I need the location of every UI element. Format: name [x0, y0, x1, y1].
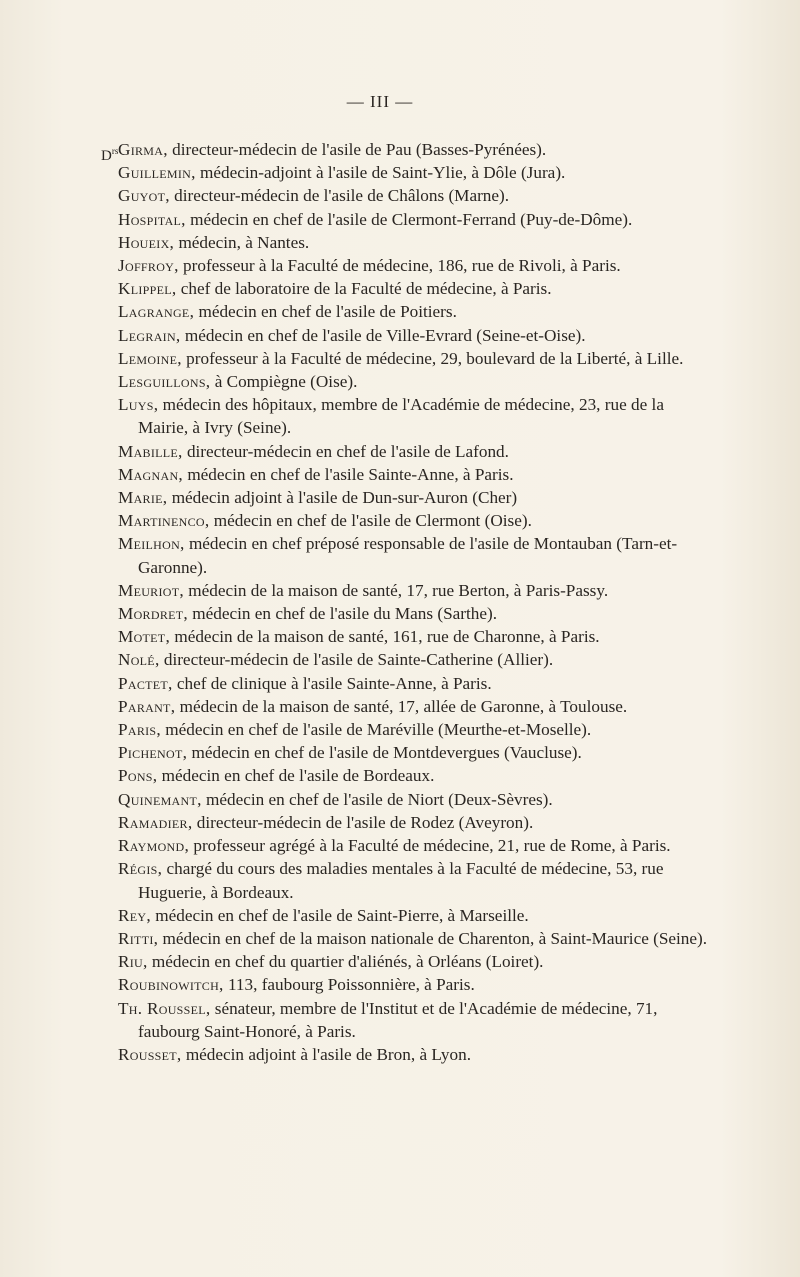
member-description: médecin, à Nantes. [174, 232, 310, 252]
member-name: Luys, [118, 395, 159, 415]
member-entry [118, 764, 718, 787]
member-description: professeur à la Faculté de médecine, 186, rue de Rivoli, à Paris. [178, 256, 621, 276]
member-description: directeur-médecin en chef de l'asile de Lafond. [182, 441, 509, 461]
member-entry [118, 788, 718, 811]
page-number: — III — [346, 92, 414, 111]
member-entry [118, 602, 718, 625]
member-description: médecin des hôpitaux, membre de l'Académie de médecine, 23, rue de la Mairie, à Ivry (Seine). [138, 395, 664, 438]
member-name: Régis, [118, 859, 163, 879]
member-entry [118, 1043, 718, 1066]
member-description: professeur à la Faculté de médecine, 29, boulevard de la Liberté, à Lille. [181, 348, 684, 368]
member-name: Rousset, [118, 1044, 182, 1064]
member-name: Pactet, [118, 673, 173, 693]
member-name: Hospital, [118, 209, 186, 229]
member-description: médecin en chef de l'asile de Clermont-Ferrand (Puy-de-Dôme). [185, 209, 633, 229]
member-name: Lagrange, [118, 302, 195, 322]
member-entry [118, 997, 718, 1043]
member-description: médecin en chef du quartier d'aliénés, à Orléans (Loiret). [147, 952, 544, 972]
member-name: Lemoine, [118, 348, 182, 368]
member-description: médecin en chef de la maison nationale de Charenton, à Saint-Maurice (Seine). [158, 928, 708, 948]
member-entry [118, 486, 718, 509]
member-description: médecin adjoint à l'asile de Bron, à Lyon. [181, 1044, 471, 1064]
member-entry [118, 950, 718, 973]
member-entry [118, 973, 718, 996]
member-entry [118, 927, 718, 950]
doctors-prefix-sup: rs [111, 146, 119, 156]
member-entry [118, 509, 718, 532]
member-entry [118, 579, 718, 602]
member-entry [118, 231, 718, 254]
member-name: Joffroy, [118, 256, 179, 276]
member-description: médecin-adjoint à l'asile de Saint-Ylie, à Dôle (Jura). [195, 163, 566, 183]
member-entry [118, 672, 718, 695]
member-description: médecin en chef de l'asile de Clermont (Oise). [209, 511, 532, 531]
member-name: Paris, [118, 720, 161, 740]
member-name: Motet, [118, 627, 171, 647]
member-name: Martinenco, [118, 511, 210, 531]
member-description: médecin en chef de l'asile de Montdevergues (Vaucluse). [187, 743, 582, 763]
member-description: médecin en chef préposé responsable de l'asile de Montauban (Tarn-et-Garonne). [138, 534, 678, 577]
member-description: à Compiègne (Oise). [210, 372, 358, 392]
member-description: médecin de la maison de santé, 161, rue de Charonne, à Paris. [170, 627, 600, 647]
member-name: Ritti, [118, 928, 159, 948]
member-description: médecin en chef de l'asile Sainte-Anne, à Paris. [183, 464, 514, 484]
member-entry [118, 300, 718, 323]
member-entry [118, 904, 718, 927]
member-name: Magnan, [118, 464, 184, 484]
member-entry [118, 440, 718, 463]
member-entry [118, 393, 718, 439]
member-name: Rey, [118, 905, 151, 925]
member-entry [118, 161, 718, 184]
member-name: Ramadier, [118, 812, 193, 832]
member-name: Riu, [118, 952, 148, 972]
member-description: médecin en chef de l'asile de Niort (Deux-Sèvres). [201, 789, 553, 809]
member-entry [118, 347, 718, 370]
doctors-prefix: $D^{rs}$ [101, 146, 119, 164]
member-name: Mordret, [118, 604, 188, 624]
member-entry [118, 811, 718, 834]
member-entry [118, 370, 718, 393]
member-entry [118, 138, 718, 161]
member-name: Parant, [118, 696, 176, 716]
member-description: médecin en chef de l'asile de Ville-Evrard (Seine-et-Oise). [180, 325, 586, 345]
member-entry [118, 648, 718, 671]
member-name: Raymond, [118, 836, 190, 856]
member-description: médecin en chef de l'asile de Maréville (Meurthe-et-Moselle). [161, 720, 592, 740]
member-entry [118, 184, 718, 207]
member-name: Pons, [118, 766, 158, 786]
member-entry [118, 718, 718, 741]
member-entry [118, 857, 718, 903]
member-entry [118, 208, 718, 231]
member-name: Lesguillons, [118, 372, 211, 392]
member-name: Legrain, [118, 325, 181, 345]
member-entry [118, 532, 718, 578]
member-description: directeur-médecin de l'asile de Châlons (Marne). [169, 186, 510, 206]
member-name: Guyot, [118, 186, 170, 206]
member-entry [118, 463, 718, 486]
member-description: médecin de la maison de santé, 17, rue Berton, à Paris-Passy. [183, 580, 609, 600]
member-name: Guillemin, [118, 163, 196, 183]
member-entry [118, 254, 718, 277]
member-name: Nolé, [118, 650, 160, 670]
member-name: Meuriot, [118, 580, 184, 600]
member-description: médecin de la maison de santé, 17, allée de Garonne, à Toulouse. [175, 696, 628, 716]
member-entry [118, 741, 718, 764]
member-name: Marie, [118, 488, 168, 508]
member-description: directeur-médecin de l'asile de Pau (Basses-Pyrénées). [167, 140, 547, 159]
member-description: professeur agrégé à la Faculté de médecine, 21, rue de Rome, à Paris. [189, 836, 671, 856]
member-name: Girma, [118, 140, 168, 159]
member-entry [118, 324, 718, 347]
member-name: Mabille, [118, 441, 183, 461]
member-description: directeur-médecin de l'asile de Sainte-Catherine (Allier). [159, 650, 554, 670]
member-name: Th. Roussel, [118, 998, 211, 1018]
member-name: Roubinowitch, [118, 975, 224, 995]
member-name: Pichenot, [118, 743, 188, 763]
member-entry [118, 625, 718, 648]
member-name: Meilhon, [118, 534, 185, 554]
member-description: chargé du cours des maladies mentales à la Faculté de médecine, 53, rue Huguerie, à Bordeaux. [138, 859, 664, 902]
member-name: Klippel, [118, 279, 177, 299]
member-name: Quinemant, [118, 789, 202, 809]
member-description: chef de laboratoire de la Faculté de médecine, à Paris. [176, 279, 552, 299]
member-name: Houeix, [118, 232, 175, 252]
member-description: 113, faubourg Poissonnière, à Paris. [223, 975, 475, 995]
member-entry [118, 277, 718, 300]
member-entry [118, 695, 718, 718]
member-list [118, 138, 718, 1066]
member-description: médecin en chef de l'asile de Saint-Pierre, à Marseille. [150, 905, 529, 925]
member-description: médecin en chef de l'asile du Mans (Sarthe). [187, 604, 497, 624]
member-description: médecin en chef de l'asile de Poitiers. [194, 302, 457, 322]
member-description: chef de clinique à l'asile Sainte-Anne, à Paris. [172, 673, 492, 693]
member-entry [118, 834, 718, 857]
member-description: sénateur, membre de l'Institut et de l'Académie de médecine, 71, faubourg Saint-Honoré, à Paris. [138, 998, 658, 1041]
member-description: médecin en chef de l'asile de Bordeaux. [157, 766, 435, 786]
member-description: médecin adjoint à l'asile de Dun-sur-Auron (Cher) [167, 488, 518, 508]
member-description: directeur-médecin de l'asile de Rodez (Aveyron). [192, 812, 534, 832]
